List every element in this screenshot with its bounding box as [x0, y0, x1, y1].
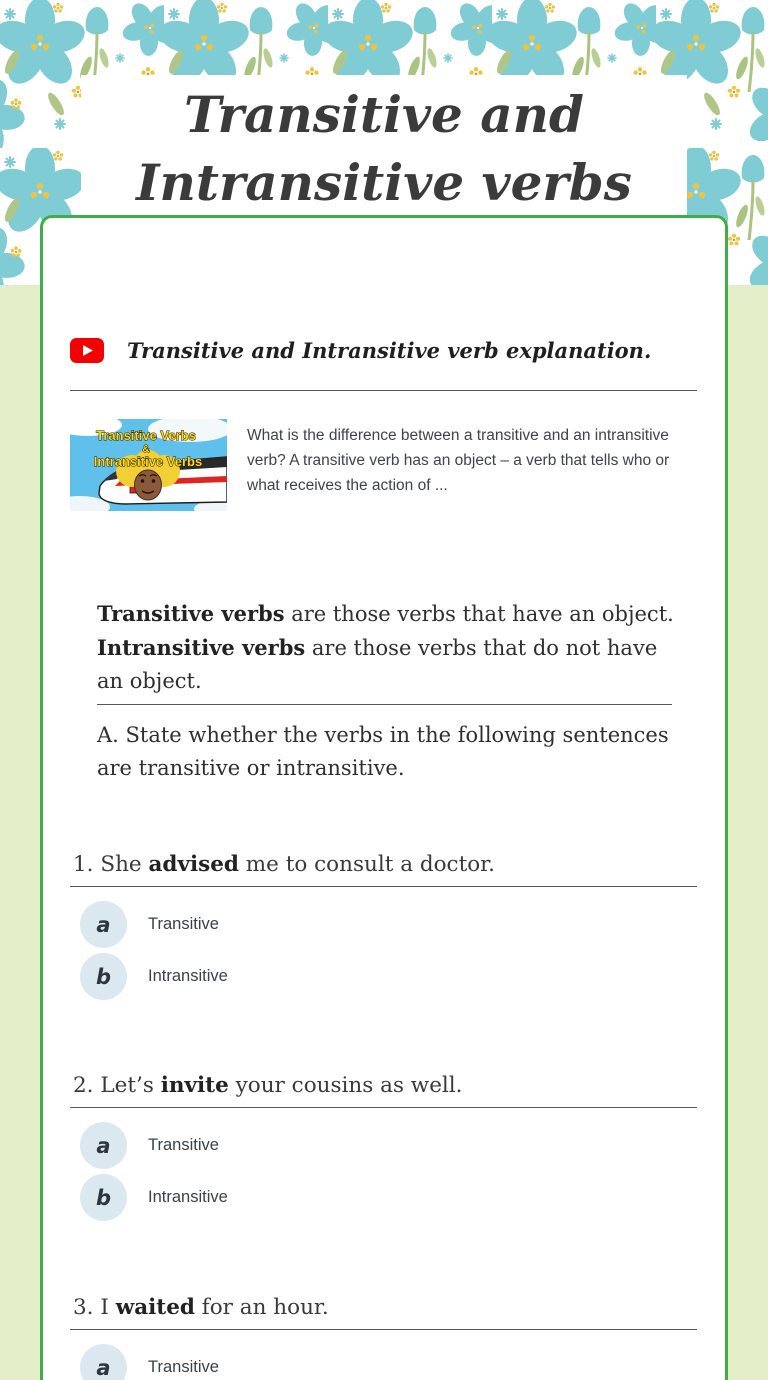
thumb-text-line2: &: [142, 444, 150, 455]
option-letter-badge[interactable]: b: [80, 953, 127, 1000]
explanation-intransitive: Intransitive verbs are those verbs that do not have an object.: [97, 635, 658, 693]
option-label: Intransitive: [148, 1188, 228, 1206]
title-line-2: Intransitive verbs: [136, 153, 632, 212]
option-a-transitive[interactable]: [80, 1344, 697, 1380]
question-block-1: [70, 852, 697, 1000]
exercise-instruction: A. State whether the verbs in the following sentences are transitive or intransitive.: [97, 723, 669, 780]
question-3-text: 3. I waited for an hour.: [73, 1295, 329, 1320]
option-b-intransitive[interactable]: [80, 953, 697, 1000]
video-description: What is the difference between a transitive and an intransitive verb? A transitive verb has an object – a verb that tells who or what receives the action of ...: [247, 427, 670, 494]
question-2-text: 2. Let’s invite your cousins as well.: [73, 1073, 463, 1098]
question-block-2: [70, 1073, 697, 1221]
question-1-text: 1. She advised me to consult a doctor.: [73, 852, 495, 877]
page-title: [136, 75, 632, 217]
option-label: Transitive: [148, 915, 219, 933]
option-label: Transitive: [148, 1358, 219, 1376]
divider: [97, 704, 672, 705]
question-block-3: [70, 1295, 697, 1380]
explanation-section: [97, 597, 681, 785]
option-b-intransitive[interactable]: [80, 1174, 697, 1221]
thumb-text-line3: Intransitive Verbs: [93, 454, 203, 469]
divider: [70, 886, 697, 887]
video-thumbnail[interactable]: [70, 419, 227, 511]
option-label: Transitive: [148, 1136, 219, 1154]
explanation-transitive: Transitive verbs are those verbs that have an object.: [97, 601, 674, 626]
option-letter-badge[interactable]: a: [80, 1344, 127, 1380]
divider: [70, 390, 697, 391]
youtube-icon[interactable]: [70, 338, 104, 363]
option-letter-badge[interactable]: a: [80, 901, 127, 948]
option-a-transitive[interactable]: [80, 1122, 697, 1169]
video-section: [70, 338, 697, 511]
divider: [70, 1107, 697, 1108]
question-2-options: [80, 1122, 697, 1221]
option-letter-badge[interactable]: b: [80, 1174, 127, 1221]
option-label: Intransitive: [148, 967, 228, 985]
option-a-transitive[interactable]: [80, 901, 697, 948]
video-title-link[interactable]: Transitive and Intransitive verb explanation.: [127, 338, 652, 363]
thumb-text-line1: Transitive Verbs: [96, 428, 196, 443]
option-letter-badge[interactable]: a: [80, 1122, 127, 1169]
worksheet-card: [40, 215, 728, 1380]
divider: [70, 1329, 697, 1330]
question-3-options: [80, 1344, 697, 1380]
worksheet-title-box: [81, 75, 687, 220]
question-1-options: [80, 901, 697, 1000]
title-line-1: Transitive and: [184, 85, 584, 144]
